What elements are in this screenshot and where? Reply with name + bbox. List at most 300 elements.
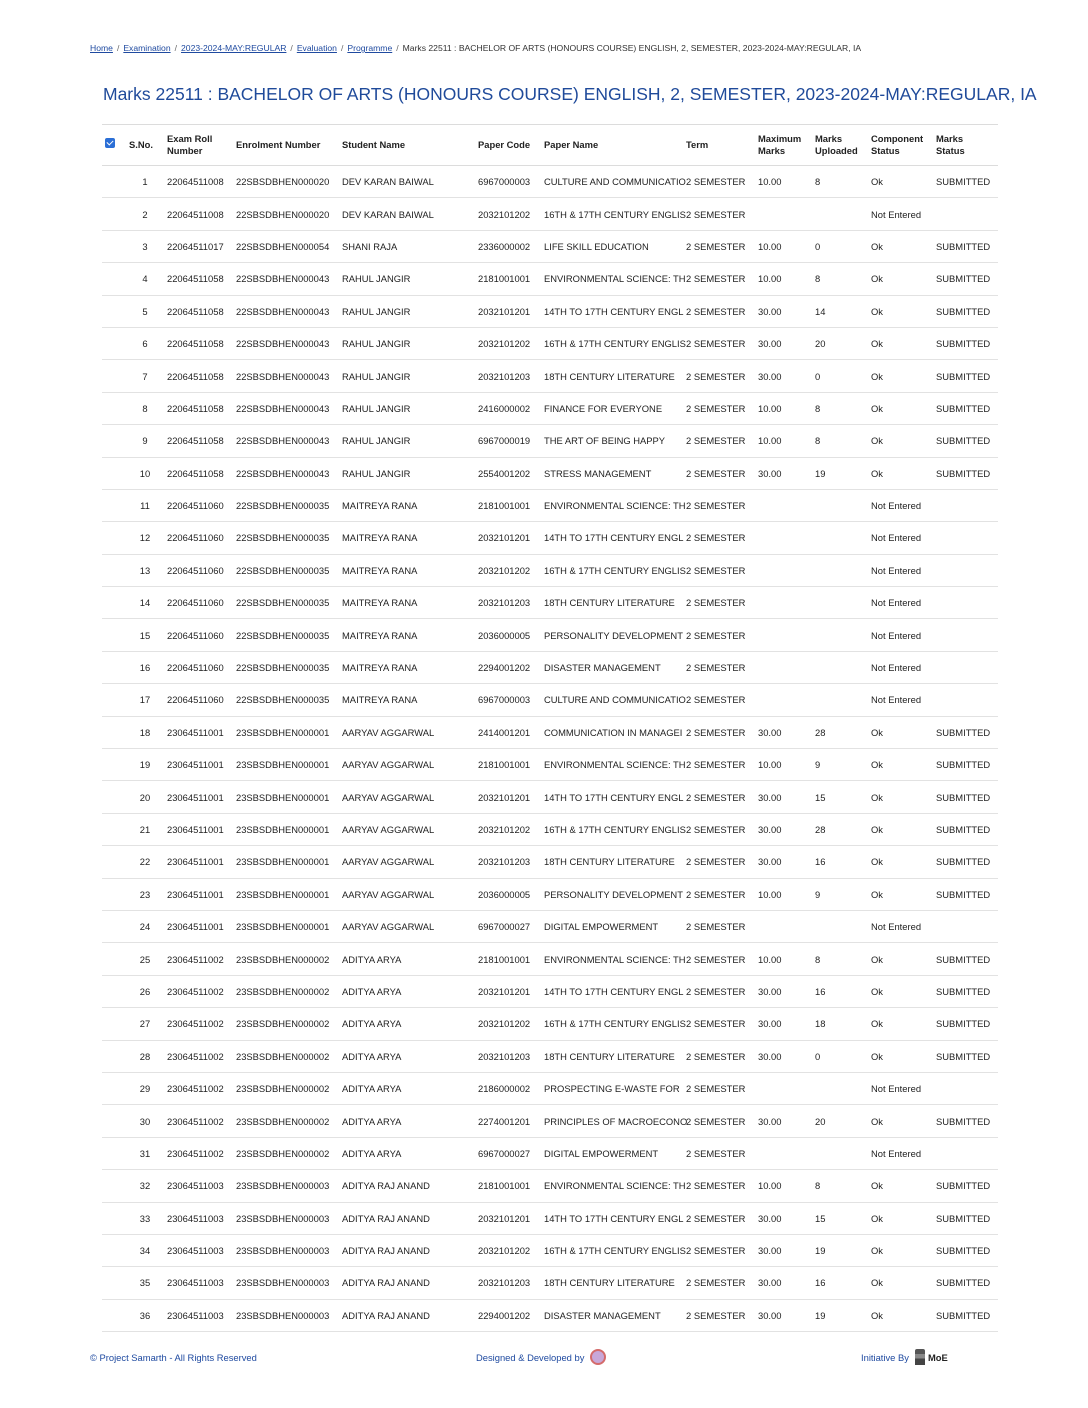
cell-exam-roll: 23064511002 [164,975,233,1007]
cell-exam-roll: 22064511058 [164,392,233,424]
cell-paper-name: 16TH & 17TH CENTURY ENGLIS [541,554,683,586]
cell-enrolment: 23SBSDBHEN000003 [233,1202,339,1234]
cell-paper-name: COMMUNICATION IN MANAGEI [541,716,683,748]
cell-exam-roll: 22064511058 [164,327,233,359]
table-row [102,1105,998,1137]
cell-select [102,619,126,651]
cell-sno: 22 [126,846,164,878]
header-exam-roll-line1: Exam Roll [167,132,213,144]
marks-table [102,124,998,1364]
cell-marks-uploaded [812,198,868,230]
cell-paper-code: 2032101201 [475,1202,541,1234]
cell-paper-code: 2032101201 [475,781,541,813]
table-row [102,781,998,813]
cell-enrolment: 23SBSDBHEN000001 [233,910,339,942]
cell-enrolment: 22SBSDBHEN000035 [233,619,339,651]
table-row [102,554,998,586]
table-row [102,1008,998,1040]
cell-exam-roll: 23064511003 [164,1170,233,1202]
cell-component-status: Ok [868,392,933,424]
header-marks-status-line1: Marks [936,132,964,144]
cell-student-name: MAITREYA RANA [339,684,475,716]
cell-sno: 6 [126,327,164,359]
table-row [102,651,998,683]
table-row [102,1072,998,1104]
cell-component-status: Ok [868,975,933,1007]
cell-sno: 4 [126,263,164,295]
cell-marks-status: SUBMITTED [933,1170,998,1202]
cell-component-status: Ok [868,457,933,489]
cell-marks-uploaded [812,619,868,651]
cell-marks-uploaded [812,554,868,586]
cell-paper-name: 16TH & 17TH CENTURY ENGLIS [541,198,683,230]
breadcrumb [90,43,1048,53]
cell-select [102,878,126,910]
cell-max-marks: 30.00 [755,295,812,327]
cell-marks-uploaded: 19 [812,457,868,489]
cell-sno: 12 [126,522,164,554]
cell-term: 2 SEMESTER [683,1234,755,1266]
cell-paper-code: 6967000003 [475,684,541,716]
table-row [102,230,998,262]
cell-paper-code: 6967000003 [475,166,541,198]
cell-component-status: Ok [868,1105,933,1137]
cell-sno: 34 [126,1234,164,1266]
cell-select [102,1072,126,1104]
cell-max-marks [755,522,812,554]
cell-max-marks [755,198,812,230]
cell-marks-status: SUBMITTED [933,263,998,295]
cell-paper-code: 2032101202 [475,1234,541,1266]
cell-student-name: ADITYA ARYA [339,1137,475,1169]
header-term: Term [683,125,755,166]
table-row [102,489,998,521]
cell-max-marks: 10.00 [755,425,812,457]
breadcrumb-home-link[interactable]: Home [90,43,113,53]
cell-marks-status: SUBMITTED [933,1234,998,1266]
cell-marks-status [933,554,998,586]
header-marks-uploaded-line1: Marks [815,132,843,144]
cell-marks-uploaded: 18 [812,1008,868,1040]
cell-term: 2 SEMESTER [683,327,755,359]
cell-student-name: RAHUL JANGIR [339,295,475,327]
cell-paper-name: 16TH & 17TH CENTURY ENGLIS [541,327,683,359]
cell-sno: 11 [126,489,164,521]
footer-initiative [861,1352,948,1365]
table-row [102,716,998,748]
cell-enrolment: 23SBSDBHEN000001 [233,781,339,813]
cell-sno: 18 [126,716,164,748]
cell-student-name: ADITYA RAJ ANAND [339,1202,475,1234]
cell-paper-code: 2414001201 [475,716,541,748]
cell-exam-roll: 22064511058 [164,360,233,392]
cell-enrolment: 23SBSDBHEN000002 [233,1105,339,1137]
cell-select [102,327,126,359]
table-row [102,198,998,230]
cell-sno: 7 [126,360,164,392]
cell-component-status: Ok [868,813,933,845]
cell-paper-code: 2181001001 [475,1170,541,1202]
cell-exam-roll: 23064511002 [164,943,233,975]
cell-select [102,1234,126,1266]
cell-enrolment: 23SBSDBHEN000001 [233,749,339,781]
cell-term: 2 SEMESTER [683,781,755,813]
table-row [102,360,998,392]
cell-select [102,1008,126,1040]
cell-component-status: Ok [868,230,933,262]
cell-term: 2 SEMESTER [683,910,755,942]
marks-table-container[interactable] [102,124,998,1338]
cell-component-status: Ok [868,943,933,975]
cell-exam-roll: 22064511060 [164,587,233,619]
cell-exam-roll: 23064511001 [164,813,233,845]
cell-student-name: RAHUL JANGIR [339,263,475,295]
cell-max-marks: 30.00 [755,457,812,489]
cell-term: 2 SEMESTER [683,716,755,748]
cell-term: 2 SEMESTER [683,1267,755,1299]
cell-term: 2 SEMESTER [683,587,755,619]
cell-component-status: Ok [868,425,933,457]
cell-exam-roll: 23064511001 [164,910,233,942]
select-all-cell[interactable] [102,125,126,166]
cell-enrolment: 23SBSDBHEN000002 [233,1040,339,1072]
cell-term: 2 SEMESTER [683,749,755,781]
cell-select [102,457,126,489]
cell-max-marks [755,619,812,651]
breadcrumb-current: Marks 22511 : BACHELOR OF ARTS (HONOURS COURSE) ENGLISH, 2, SEMESTER, 2023-2024-MAY:REGULAR, IA [402,43,862,53]
cell-max-marks [755,651,812,683]
table-row [102,1299,998,1331]
breadcrumb-programme-link[interactable]: Programme [347,43,393,53]
cell-enrolment: 23SBSDBHEN000002 [233,1008,339,1040]
header-marks-status [933,125,998,166]
cell-select [102,1040,126,1072]
cell-enrolment: 22SBSDBHEN000043 [233,263,339,295]
cell-marks-uploaded [812,522,868,554]
cell-component-status: Ok [868,846,933,878]
developer-logo-icon[interactable] [590,1349,606,1365]
cell-student-name: AARYAV AGGARWAL [339,910,475,942]
cell-paper-code: 2032101202 [475,198,541,230]
cell-sno: 5 [126,295,164,327]
cell-marks-status: SUBMITTED [933,425,998,457]
cell-student-name: RAHUL JANGIR [339,392,475,424]
cell-student-name: ADITYA RAJ ANAND [339,1234,475,1266]
header-marks-uploaded-line2: Uploaded [815,145,858,156]
cell-marks-status [933,489,998,521]
cell-paper-code: 2416000002 [475,392,541,424]
cell-marks-uploaded: 20 [812,327,868,359]
header-component-status [868,125,933,166]
cell-paper-code: 2294001202 [475,651,541,683]
header-exam-roll-line2: Number [167,145,203,156]
cell-marks-status: SUBMITTED [933,230,998,262]
table-row [102,943,998,975]
cell-exam-roll: 22064511060 [164,554,233,586]
cell-student-name: DEV KARAN BAIWAL [339,166,475,198]
table-row [102,878,998,910]
cell-exam-roll: 23064511001 [164,781,233,813]
cell-max-marks: 30.00 [755,781,812,813]
cell-component-status: Not Entered [868,554,933,586]
cell-paper-name: 18TH CENTURY LITERATURE [541,1267,683,1299]
cell-select [102,910,126,942]
cell-component-status: Ok [868,749,933,781]
cell-paper-code: 2032101202 [475,554,541,586]
cell-paper-name: 16TH & 17TH CENTURY ENGLIS [541,1234,683,1266]
cell-enrolment: 23SBSDBHEN000001 [233,878,339,910]
cell-sno: 26 [126,975,164,1007]
cell-marks-uploaded: 16 [812,975,868,1007]
cell-exam-roll: 22064511008 [164,198,233,230]
cell-marks-uploaded: 16 [812,1267,868,1299]
header-sno: S.No. [126,125,164,166]
cell-select [102,943,126,975]
header-paper-name: Paper Name [541,125,683,166]
cell-student-name: ADITYA ARYA [339,975,475,1007]
breadcrumb-evaluation-link[interactable]: Evaluation [296,43,337,53]
cell-max-marks: 30.00 [755,327,812,359]
cell-student-name: MAITREYA RANA [339,489,475,521]
cell-paper-name: DIGITAL EMPOWERMENT [541,910,683,942]
cell-marks-uploaded: 9 [812,878,868,910]
cell-paper-code: 2036000005 [475,878,541,910]
cell-term: 2 SEMESTER [683,943,755,975]
table-row [102,1234,998,1266]
cell-select [102,716,126,748]
cell-marks-uploaded: 20 [812,1105,868,1137]
cell-exam-roll: 22064511058 [164,425,233,457]
cell-term: 2 SEMESTER [683,554,755,586]
cell-marks-uploaded: 8 [812,1170,868,1202]
cell-enrolment: 23SBSDBHEN000003 [233,1170,339,1202]
cell-marks-uploaded: 0 [812,360,868,392]
cell-component-status: Not Entered [868,1072,933,1104]
table-row [102,457,998,489]
cell-max-marks: 30.00 [755,813,812,845]
cell-max-marks: 30.00 [755,846,812,878]
cell-paper-code: 2032101201 [475,295,541,327]
cell-student-name: ADITYA RAJ ANAND [339,1170,475,1202]
cell-select [102,166,126,198]
cell-marks-status: SUBMITTED [933,1040,998,1072]
cell-term: 2 SEMESTER [683,651,755,683]
breadcrumb-separator: / [396,43,399,53]
cell-exam-roll: 23064511001 [164,846,233,878]
cell-paper-name: FINANCE FOR EVERYONE [541,392,683,424]
cell-paper-name: PROSPECTING E-WASTE FOR [541,1072,683,1104]
table-row [102,392,998,424]
cell-max-marks: 30.00 [755,716,812,748]
marks-table-body [102,166,998,1364]
cell-exam-roll: 22064511008 [164,166,233,198]
cell-term: 2 SEMESTER [683,457,755,489]
cell-exam-roll: 23064511002 [164,1105,233,1137]
cell-marks-status: SUBMITTED [933,1202,998,1234]
table-row [102,295,998,327]
cell-student-name: AARYAV AGGARWAL [339,846,475,878]
cell-component-status: Ok [868,1202,933,1234]
cell-paper-name: 14TH TO 17TH CENTURY ENGL [541,781,683,813]
cell-student-name: AARYAV AGGARWAL [339,716,475,748]
cell-enrolment: 22SBSDBHEN000043 [233,425,339,457]
cell-student-name: AARYAV AGGARWAL [339,749,475,781]
cell-select [102,392,126,424]
cell-student-name: ADITYA ARYA [339,1008,475,1040]
cell-enrolment: 23SBSDBHEN000002 [233,943,339,975]
cell-marks-status [933,684,998,716]
cell-enrolment: 23SBSDBHEN000002 [233,1137,339,1169]
cell-student-name: ADITYA ARYA [339,1105,475,1137]
cell-sno: 25 [126,943,164,975]
cell-paper-code: 2032101202 [475,327,541,359]
cell-max-marks: 10.00 [755,749,812,781]
cell-exam-roll: 22064511017 [164,230,233,262]
table-row [102,1137,998,1169]
cell-paper-name: 14TH TO 17TH CENTURY ENGL [541,295,683,327]
cell-student-name: ADITYA ARYA [339,1040,475,1072]
cell-component-status: Ok [868,1267,933,1299]
cell-sno: 19 [126,749,164,781]
breadcrumb-examination-link[interactable]: Examination [123,43,171,53]
page-title: Marks 22511 : BACHELOR OF ARTS (HONOURS COURSE) ENGLISH, 2, SEMESTER, 2023-2024-MAY:REGULAR, IA [103,84,1037,104]
cell-paper-code: 2274001201 [475,1105,541,1137]
cell-paper-name: DISASTER MANAGEMENT [541,651,683,683]
cell-term: 2 SEMESTER [683,425,755,457]
cell-term: 2 SEMESTER [683,1170,755,1202]
table-row [102,910,998,942]
table-row [102,1170,998,1202]
cell-student-name: RAHUL JANGIR [339,457,475,489]
footer-copyright: © Project Samarth - All Rights Reserved [90,1352,257,1363]
cell-enrolment: 22SBSDBHEN000043 [233,360,339,392]
header-component-status-line1: Component [871,132,924,144]
cell-marks-uploaded: 19 [812,1234,868,1266]
cell-enrolment: 22SBSDBHEN000054 [233,230,339,262]
header-max-marks-line1: Maximum [758,132,802,144]
breadcrumb-separator: / [340,43,344,53]
cell-student-name: ADITYA ARYA [339,943,475,975]
cell-exam-roll: 23064511003 [164,1267,233,1299]
cell-select [102,813,126,845]
table-row [102,813,998,845]
cell-sno: 32 [126,1170,164,1202]
cell-marks-uploaded: 0 [812,230,868,262]
cell-select [102,198,126,230]
cell-sno: 13 [126,554,164,586]
cell-paper-code: 2336000002 [475,230,541,262]
cell-term: 2 SEMESTER [683,813,755,845]
cell-exam-roll: 23064511001 [164,749,233,781]
cell-exam-roll: 23064511003 [164,1299,233,1331]
cell-select [102,1299,126,1331]
breadcrumb-separator: / [174,43,178,53]
cell-paper-name: 14TH TO 17TH CENTURY ENGL [541,522,683,554]
cell-paper-name: THE ART OF BEING HAPPY [541,425,683,457]
cell-enrolment: 23SBSDBHEN000001 [233,716,339,748]
cell-max-marks: 10.00 [755,392,812,424]
cell-component-status: Ok [868,1008,933,1040]
breadcrumb-separator: / [116,43,120,53]
header-exam-roll [164,125,233,166]
cell-component-status: Not Entered [868,619,933,651]
footer-designed-by-text: Designed & Developed by [476,1352,585,1363]
cell-exam-roll: 23064511003 [164,1234,233,1266]
cell-marks-uploaded: 28 [812,813,868,845]
cell-enrolment: 23SBSDBHEN000002 [233,1072,339,1104]
cell-component-status: Not Entered [868,587,933,619]
header-component-status-line2: Status [871,145,900,156]
cell-marks-status: SUBMITTED [933,360,998,392]
cell-exam-roll: 23064511002 [164,1040,233,1072]
cell-exam-roll: 22064511060 [164,619,233,651]
cell-marks-status [933,651,998,683]
cell-sno: 24 [126,910,164,942]
cell-term: 2 SEMESTER [683,489,755,521]
cell-marks-status [933,1072,998,1104]
table-row [102,749,998,781]
cell-max-marks: 10.00 [755,263,812,295]
cell-paper-name: DISASTER MANAGEMENT [541,1299,683,1331]
cell-exam-roll: 23064511001 [164,878,233,910]
cell-marks-uploaded: 28 [812,716,868,748]
cell-max-marks: 30.00 [755,1267,812,1299]
select-all-checkbox[interactable] [105,138,115,148]
cell-term: 2 SEMESTER [683,1137,755,1169]
cell-sno: 31 [126,1137,164,1169]
cell-marks-uploaded: 15 [812,1202,868,1234]
cell-max-marks: 30.00 [755,975,812,1007]
cell-marks-uploaded: 9 [812,749,868,781]
cell-paper-name: 18TH CENTURY LITERATURE [541,360,683,392]
cell-term: 2 SEMESTER [683,1040,755,1072]
cell-marks-status: SUBMITTED [933,975,998,1007]
cell-select [102,554,126,586]
cell-paper-name: PRINCIPLES OF MACROECONO [541,1105,683,1137]
cell-enrolment: 22SBSDBHEN000043 [233,295,339,327]
cell-exam-roll: 23064511002 [164,1072,233,1104]
cell-term: 2 SEMESTER [683,198,755,230]
cell-enrolment: 22SBSDBHEN000035 [233,684,339,716]
cell-paper-name: ENVIRONMENTAL SCIENCE: TH [541,1170,683,1202]
cell-select [102,651,126,683]
header-max-marks-line2: Marks [758,145,786,156]
header-enrolment: Enrolment Number [233,125,339,166]
cell-select [102,425,126,457]
cell-student-name: ADITYA RAJ ANAND [339,1299,475,1331]
table-row [102,263,998,295]
cell-component-status: Ok [868,327,933,359]
cell-exam-roll: 23064511003 [164,1202,233,1234]
cell-exam-roll: 22064511058 [164,263,233,295]
cell-paper-code: 2181001001 [475,943,541,975]
cell-max-marks: 30.00 [755,1202,812,1234]
cell-term: 2 SEMESTER [683,295,755,327]
cell-marks-uploaded [812,684,868,716]
cell-student-name: AARYAV AGGARWAL [339,781,475,813]
cell-paper-name: 16TH & 17TH CENTURY ENGLIS [541,1008,683,1040]
cell-marks-uploaded [812,651,868,683]
breadcrumb-session-link[interactable]: 2023-2024-MAY:REGULAR [181,43,287,53]
cell-paper-code: 2032101201 [475,522,541,554]
cell-paper-code: 2032101202 [475,813,541,845]
cell-max-marks: 10.00 [755,230,812,262]
cell-marks-uploaded [812,489,868,521]
cell-paper-code: 2032101203 [475,360,541,392]
page-footer [0,1340,1088,1408]
cell-select [102,230,126,262]
cell-paper-name: CULTURE AND COMMUNICATIO [541,684,683,716]
